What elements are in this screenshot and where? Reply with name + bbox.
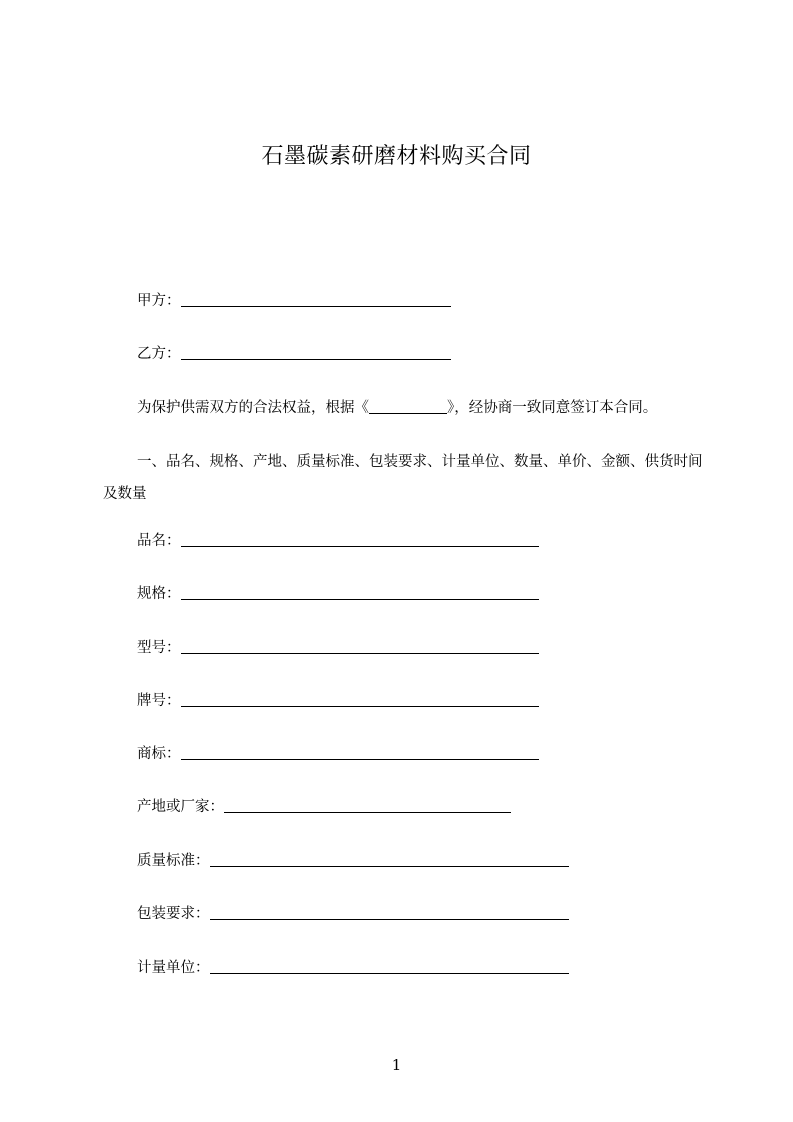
- party-b-blank[interactable]: [181, 345, 451, 360]
- party-b-label: 乙方：: [137, 346, 181, 362]
- preamble: [137, 398, 657, 418]
- field-product-name-label: 品名：: [137, 533, 181, 549]
- field-quality-standard: [137, 851, 569, 871]
- field-packaging-label: 包装要求：: [137, 906, 210, 922]
- field-unit: [137, 958, 569, 978]
- field-unit-blank[interactable]: [210, 959, 569, 974]
- field-model-label: 型号：: [137, 640, 181, 656]
- field-specification-label: 规格：: [137, 586, 181, 602]
- field-origin-label: 产地或厂家：: [137, 799, 224, 815]
- party-a-label: 甲方：: [137, 293, 181, 309]
- field-specification: [137, 584, 539, 604]
- field-model: [137, 638, 539, 658]
- field-trademark-label: 商标：: [137, 746, 181, 762]
- party-a-line: [137, 291, 451, 311]
- field-product-name-blank[interactable]: [181, 532, 539, 547]
- section1-heading: 一、品名、规格、产地、质量标准、包装要求、计量单位、数量、单价、金额、供货时间及数量: [103, 454, 703, 502]
- page-number: 1: [391, 1056, 402, 1074]
- law-name-blank[interactable]: [369, 399, 447, 414]
- field-trademark: [137, 744, 539, 764]
- field-quality-standard-blank[interactable]: [210, 852, 569, 867]
- document-title: 石墨碳素研磨材料购买合同: [261, 144, 532, 169]
- preamble-text-before: 为保护供需双方的合法权益，根据《: [137, 400, 369, 416]
- field-trademark-blank[interactable]: [181, 745, 539, 760]
- field-brand-blank[interactable]: [181, 692, 539, 707]
- field-product-name: [137, 531, 539, 551]
- field-origin-blank[interactable]: [224, 798, 511, 813]
- field-specification-blank[interactable]: [181, 585, 539, 600]
- field-unit-label: 计量单位：: [137, 960, 210, 976]
- field-origin: [137, 797, 511, 817]
- field-packaging: [137, 904, 569, 924]
- field-model-blank[interactable]: [181, 639, 539, 654]
- party-b-line: [137, 344, 451, 364]
- field-packaging-blank[interactable]: [210, 905, 569, 920]
- field-brand-label: 牌号：: [137, 693, 181, 709]
- field-brand: [137, 691, 539, 711]
- field-quality-standard-label: 质量标准：: [137, 853, 210, 869]
- preamble-text-after: 》，经协商一致同意签订本合同。: [447, 400, 658, 416]
- party-a-blank[interactable]: [181, 292, 451, 307]
